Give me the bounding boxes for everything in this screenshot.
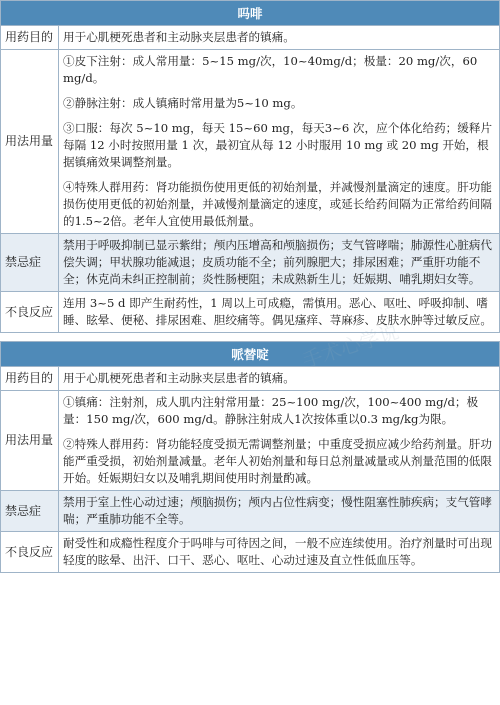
usage-text: [59, 391, 500, 491]
row-label: 用药目的: [1, 367, 59, 391]
table-row: [1, 26, 500, 50]
usage-text: [59, 50, 500, 234]
row-label: 禁忌症: [1, 234, 59, 292]
row-label: 用药目的: [1, 26, 59, 50]
table-row: [1, 491, 500, 532]
usage-item: ①镇痛：注射剂，成人肌内注射常用量：25~100 mg/次，100~400 mg/d；极量：150 mg/次，600 mg/d。静脉注射成人1次按体重以0.3 mg/kg为限。: [63, 395, 479, 426]
usage-item: ③口服：每次 5~10 mg，每天 15~60 mg，每天3~6 次，应个体化给药；缓释片每隔 12 小时按照用量 1 次，最初宜从每 12 小时服用 10 mg 或 20 mg 开始，根据镇痛效果调整剂量。: [63, 121, 493, 169]
purpose-text: 用于心肌梗死患者和主动脉夹层患者的镇痛。: [59, 26, 500, 50]
table-row: [1, 234, 500, 292]
table-row: [1, 292, 500, 333]
table-row: [1, 50, 500, 234]
row-label: 不良反应: [1, 532, 59, 573]
usage-item: ④特殊人群用药：肾功能损伤使用更低的初始剂量，并减慢剂量滴定的速度。肝功能损伤使用更低的初始剂量，并减慢剂量滴定的速度，或延长给药间隔为正常给药间隔的1.5~2倍。老年人宜使用最低剂量。: [63, 180, 492, 228]
table-row: [1, 367, 500, 391]
usage-item: ①皮下注射：成人常用量：5~15 mg/次，10~40mg/d；极量：20 mg/次，60 mg/d。: [63, 54, 478, 85]
row-label: 不良反应: [1, 292, 59, 333]
contraindication-text: 禁用于室上性心动过速；颅脑损伤；颅内占位性病变；慢性阻塞性肺疾病；支气管哮喘；严重肺功能不全等。: [59, 491, 500, 532]
contraindication-text: 禁用于呼吸抑制已显示紫绀；颅内压增高和颅脑损伤；支气管哮喘；肺源性心脏病代偿失调；甲状腺功能减退；皮质功能不全；前列腺肥大；排尿困难；严重肝功能不全；休克尚未纠正控制前；炎性肠梗阻；未成熟新生儿；妊娠期、哺乳期妇女等。: [59, 234, 500, 292]
usage-item: ②特殊人群用药：肾功能轻度受损无需调整剂量；中重度受损应减少给药剂量。肝功能严重受损，初始剂量减量。老年人初始剂量和每日总剂量减量或从剂量范围的低限开始。妊娠期妇女以及哺乳期间使用时剂量酌减。: [63, 437, 492, 485]
usage-item: ②静脉注射：成人镇痛时常用量为5~10 mg。: [63, 96, 303, 110]
table-row: [1, 391, 500, 491]
adverse-text: 连用 3~5 d 即产生耐药性，1 周以上可成瘾，需慎用。恶心、呕吐、呼吸抑制、嗜睡、眩晕、便秘、排尿困难、胆绞痛等。偶见瘙痒、荨麻疹、皮肤水肿等过敏反应。: [59, 292, 500, 333]
section-header-pethidine: [1, 342, 500, 367]
section-title: 哌替啶: [1, 342, 500, 367]
adverse-text: 耐受性和成瘾性程度介于吗啡与可待因之间，一般不应连续使用。治疗剂量时可出现轻度的眩晕、出汗、口干、恶心、呕吐、心动过速及直立性低血压等。: [59, 532, 500, 573]
table-row: [1, 532, 500, 573]
row-label: 禁忌症: [1, 491, 59, 532]
purpose-text: 用于心肌梗死患者和主动脉夹层患者的镇痛。: [59, 367, 500, 391]
row-label: 用法用量: [1, 50, 59, 234]
section-header-morphine: [1, 1, 500, 26]
row-label: 用法用量: [1, 391, 59, 491]
section-title: 吗啡: [1, 1, 500, 26]
